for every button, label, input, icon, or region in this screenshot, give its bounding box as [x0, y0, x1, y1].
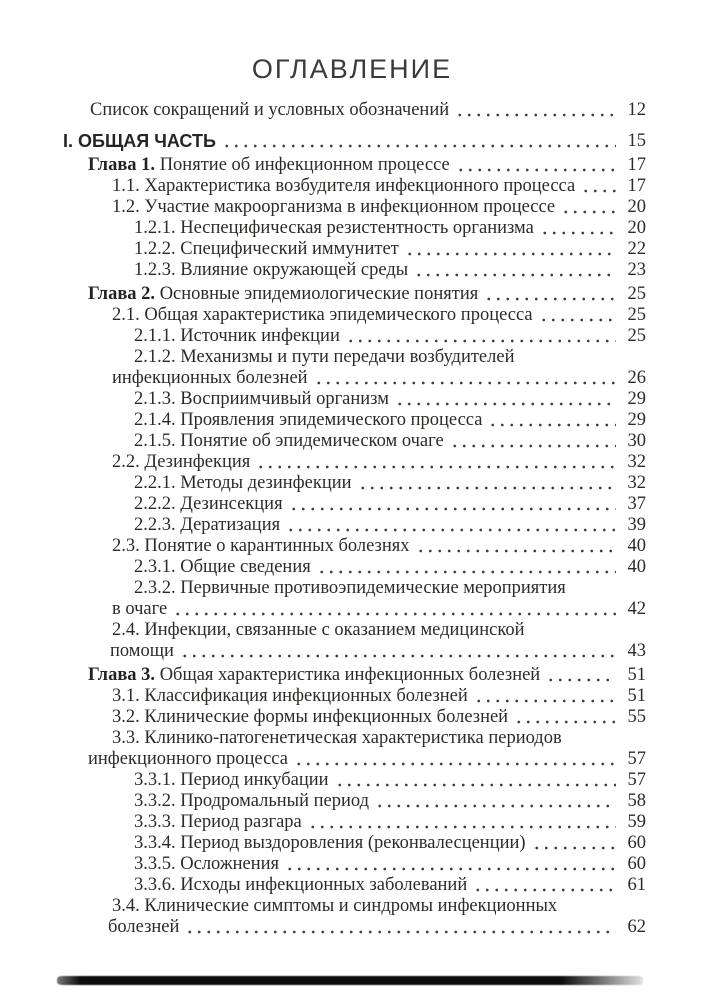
- dot-leader: [414, 260, 616, 281]
- page-number: 26: [627, 368, 646, 388]
- entry-text: болезней: [108, 917, 180, 937]
- toc-entry: [0, 578, 704, 620]
- toc-entry: [0, 896, 704, 938]
- entry-text: 2.4. Инфекции, связанные с оказанием медицинской: [112, 620, 525, 640]
- toc-entry: [0, 833, 704, 854]
- entry-text: 2.1.2. Механизмы и пути передачи возбудителей: [134, 347, 515, 367]
- entry-text: помощи: [110, 641, 174, 661]
- dot-leader: [395, 389, 616, 410]
- entry-text: Глава 1. Понятие об инфекционном процессе: [88, 155, 450, 175]
- dot-leader: [317, 557, 616, 578]
- page-number: 22: [627, 239, 646, 259]
- dot-leader: [256, 452, 616, 473]
- toc-line: [0, 536, 704, 557]
- toc-line: [0, 812, 704, 833]
- page-number: 40: [627, 557, 646, 577]
- entry-text: 3.3. Клинико-патогенетическая характеристика периодов: [112, 728, 562, 748]
- toc-entry: [0, 389, 704, 410]
- toc-line: [0, 833, 704, 854]
- page-number: 15: [627, 131, 646, 151]
- dot-leader: [375, 791, 616, 812]
- toc-line: [0, 473, 704, 494]
- toc-entry: [0, 155, 704, 176]
- dot-leader: [488, 410, 616, 431]
- dot-leader: [185, 917, 616, 938]
- page-number: 12: [627, 100, 646, 120]
- page-title: ОГЛАВЛЕНИЕ: [251, 54, 453, 84]
- toc-line: [0, 176, 704, 197]
- dot-leader: [405, 239, 616, 260]
- toc-line: [0, 854, 704, 875]
- page-number: 42: [627, 599, 646, 619]
- page-number: 39: [627, 515, 646, 535]
- dot-leader: [456, 155, 616, 176]
- chapter-label: Глава 1.: [88, 155, 156, 175]
- page-number: 25: [627, 326, 646, 346]
- toc-line: [0, 100, 704, 121]
- toc-entry: [0, 260, 704, 281]
- toc-line: [0, 410, 704, 431]
- chapter-label: Глава 2.: [88, 284, 156, 304]
- entry-text: I. ОБЩАЯ ЧАСТЬ: [63, 131, 216, 151]
- entry-text: 2.3.2. Первичные противоэпидемические мероприятия: [134, 578, 566, 598]
- toc-line: [0, 875, 704, 896]
- entry-text: в очаге: [112, 599, 168, 619]
- toc-line: [0, 218, 704, 239]
- toc-line: [0, 284, 704, 305]
- toc-entry: [0, 812, 704, 833]
- entry-text: 2.3.1. Общие сведения: [134, 557, 311, 577]
- page-number: 58: [627, 791, 646, 811]
- dot-leader: [308, 812, 616, 833]
- toc-entry: [0, 326, 704, 347]
- dot-leader: [455, 100, 616, 121]
- entry-text: 2.1. Общая характеристика эпидемического процесса: [112, 305, 533, 325]
- page-number: 23: [627, 260, 646, 280]
- toc-line: [0, 707, 704, 728]
- toc-entry: [0, 305, 704, 326]
- toc-line: [0, 326, 704, 347]
- entry-text: 2.2.3. Дератизация: [134, 515, 281, 535]
- dot-leader: [474, 686, 616, 707]
- toc-entry: [0, 728, 704, 770]
- dot-leader: [539, 305, 616, 326]
- dot-leader: [581, 176, 616, 197]
- toc-line: [0, 155, 704, 176]
- toc-line: [0, 368, 704, 389]
- dot-leader: [561, 197, 616, 218]
- toc-entry: [0, 347, 704, 389]
- toc-line: [0, 896, 704, 917]
- entry-text: 3.3.5. Осложнения: [134, 854, 280, 874]
- scan-artifact-bar: [57, 976, 643, 985]
- page-number: 17: [627, 155, 646, 175]
- toc-line: [0, 917, 704, 938]
- entry-text: 2.1.5. Понятие об эпидемическом очаге: [134, 431, 444, 451]
- dot-leader: [532, 833, 616, 854]
- dot-leader: [314, 368, 616, 389]
- page-number: 62: [627, 917, 646, 937]
- page-number: 25: [627, 284, 646, 304]
- toc-list: [0, 100, 704, 938]
- toc-entry: [0, 218, 704, 239]
- entry-text: 2.2. Дезинфекция: [112, 452, 251, 472]
- entry-text: Список сокращений и условных обозначений: [90, 100, 450, 120]
- page-number: 57: [627, 770, 646, 790]
- toc-entry: [0, 239, 704, 260]
- entry-text: 3.2. Клинические формы инфекционных болезней: [112, 707, 509, 727]
- entry-text: 3.3.4. Период выздоровления (реконвалесценции): [134, 833, 526, 853]
- toc-entry: [0, 875, 704, 896]
- toc-line: [0, 578, 704, 599]
- dot-leader: [173, 599, 616, 620]
- toc-entry: [0, 431, 704, 452]
- dot-leader: [286, 515, 616, 536]
- toc-line: [0, 131, 704, 152]
- entry-text: Глава 2. Основные эпидемиологические понятия: [88, 284, 479, 304]
- entry-text: 3.3.1. Период инкубации: [134, 770, 329, 790]
- dot-leader: [514, 707, 616, 728]
- toc-line: [0, 347, 704, 368]
- entry-text: 2.2.2. Дезинсекция: [134, 494, 283, 514]
- dot-leader: [540, 218, 616, 239]
- entry-text: 2.1.3. Восприимчивый организм: [134, 389, 389, 409]
- entry-text: инфекционных болезней: [112, 368, 308, 388]
- dot-leader: [289, 494, 616, 515]
- entry-text: 2.3. Понятие о карантинных болезнях: [112, 536, 410, 556]
- page-number: 29: [627, 410, 646, 430]
- toc-line: [0, 305, 704, 326]
- toc-entry: [0, 854, 704, 875]
- dot-leader: [546, 665, 616, 686]
- toc-entry: [0, 494, 704, 515]
- toc-entry: [0, 197, 704, 218]
- toc-entry: [0, 176, 704, 197]
- toc-entry: [0, 131, 704, 152]
- page-number: 25: [627, 305, 646, 325]
- toc-line: [0, 197, 704, 218]
- page-number: 61: [627, 875, 646, 895]
- entry-text: 3.3.6. Исходы инфекционных заболеваний: [134, 875, 468, 895]
- toc-entry: [0, 515, 704, 536]
- dot-leader: [222, 131, 616, 152]
- entry-text: 2.2.1. Методы дезинфекции: [134, 473, 352, 493]
- dot-leader: [484, 284, 616, 305]
- toc-line: [0, 557, 704, 578]
- toc-entry: [0, 473, 704, 494]
- page-number: 32: [627, 452, 646, 472]
- page-number: 55: [627, 707, 646, 727]
- dot-leader: [294, 749, 616, 770]
- dot-leader: [358, 473, 616, 494]
- entry-text: 3.1. Классификация инфекционных болезней: [112, 686, 468, 706]
- page-number: 43: [627, 641, 646, 661]
- page-number: 59: [627, 812, 646, 832]
- toc-line: [0, 431, 704, 452]
- entry-text: 1.2.1. Неспецифическая резистентность организма: [134, 218, 534, 238]
- page-number: 60: [627, 833, 646, 853]
- page-number: 30: [627, 431, 646, 451]
- toc-entry: [0, 284, 704, 305]
- dot-leader: [180, 641, 616, 662]
- toc-line: [0, 791, 704, 812]
- page-number: 51: [627, 665, 646, 685]
- toc-entry: [0, 665, 704, 686]
- page-number: 51: [627, 686, 646, 706]
- dot-leader: [346, 326, 616, 347]
- entry-text: 3.3.3. Период разгара: [134, 812, 302, 832]
- toc-line: [0, 494, 704, 515]
- entry-text: 2.1.1. Источник инфекции: [134, 326, 340, 346]
- page-number: 20: [627, 197, 646, 217]
- toc-entry: [0, 452, 704, 473]
- toc-entry: [0, 770, 704, 791]
- toc-line: [0, 665, 704, 686]
- page-number: 40: [627, 536, 646, 556]
- page-number: 20: [627, 218, 646, 238]
- entry-text: 1.2.2. Специфический иммунитет: [134, 239, 399, 259]
- page-number: 37: [627, 494, 646, 514]
- toc-line: [0, 686, 704, 707]
- toc-entry: [0, 557, 704, 578]
- toc-entry: [0, 536, 704, 557]
- entry-text: инфекционного процесса: [88, 749, 288, 769]
- toc-entry: [0, 100, 704, 121]
- toc-line: [0, 770, 704, 791]
- dot-leader: [416, 536, 616, 557]
- toc-line: [0, 389, 704, 410]
- toc-line: [0, 452, 704, 473]
- entry-text: 2.1.4. Проявления эпидемического процесса: [134, 410, 483, 430]
- entry-text: 1.2.3. Влияние окружающей среды: [134, 260, 409, 280]
- entry-text: 3.4. Клинические симптомы и синдромы инфекционных: [112, 896, 558, 916]
- toc-line: [0, 599, 704, 620]
- toc-line: [0, 641, 704, 662]
- dot-leader: [450, 431, 616, 452]
- toc-entry: [0, 620, 704, 662]
- dot-leader: [285, 854, 616, 875]
- toc-line: [0, 260, 704, 281]
- page-number: 57: [627, 749, 646, 769]
- toc-entry: [0, 686, 704, 707]
- toc-entry: [0, 707, 704, 728]
- toc-line: [0, 749, 704, 770]
- toc-line: [0, 620, 704, 641]
- page-number: 17: [627, 176, 646, 196]
- chapter-label: Глава 3.: [88, 665, 156, 685]
- dot-leader: [335, 770, 616, 791]
- toc-line: [0, 728, 704, 749]
- toc-entry: [0, 410, 704, 431]
- page-number: 32: [627, 473, 646, 493]
- entry-text: 1.2. Участие макроорганизма в инфекционном процессе: [112, 197, 556, 217]
- page-number: 29: [627, 389, 646, 409]
- toc-line: [0, 515, 704, 536]
- entry-text: Глава 3. Общая характеристика инфекционных болезней: [88, 665, 541, 685]
- toc-line: [0, 239, 704, 260]
- page-number: 60: [627, 854, 646, 874]
- entry-text: 1.1. Характеристика возбудителя инфекционного процесса: [112, 176, 576, 196]
- toc-entry: [0, 791, 704, 812]
- dot-leader: [473, 875, 616, 896]
- entry-text: 3.3.2. Продромальный период: [134, 791, 370, 811]
